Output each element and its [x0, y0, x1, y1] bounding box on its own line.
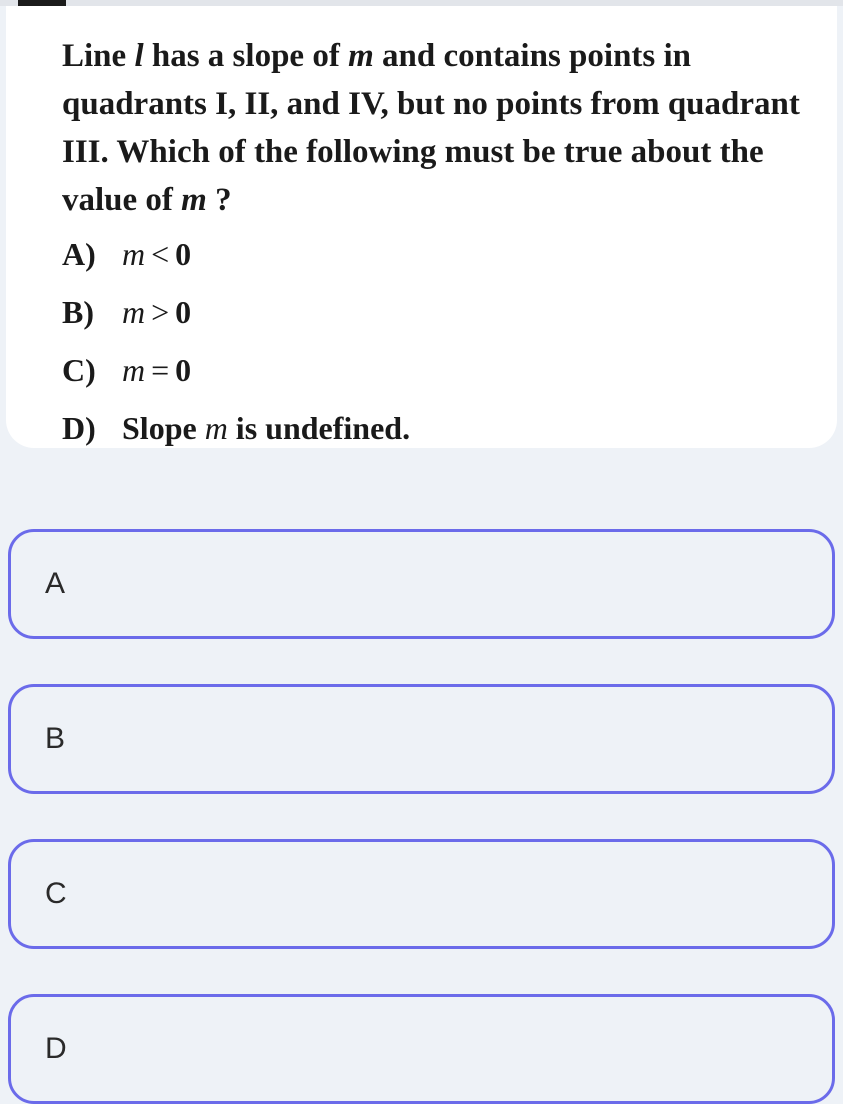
choice-c [62, 352, 817, 410]
choice-text [122, 294, 191, 331]
stem-text: and contains points in quadrants I, II, and IV, but no points from quadrant III. Which of the following must be true about the value of [62, 38, 800, 218]
choice-letter: C) [62, 352, 96, 388]
choice-list [62, 236, 817, 468]
question-card [6, 6, 837, 448]
choice-value: 0 [175, 352, 192, 388]
choice-text-post: is undefined. [227, 410, 411, 446]
choice-var: m [122, 294, 146, 330]
choice-var: m [122, 352, 146, 388]
answer-option-label: D [45, 1032, 67, 1065]
answer-option-c[interactable] [8, 839, 835, 949]
choice-letter: B) [62, 294, 94, 330]
answer-option-b[interactable] [8, 684, 835, 794]
choice-var: m [122, 236, 146, 272]
choice-value: 0 [175, 236, 192, 272]
choice-operator: > [151, 294, 170, 330]
choice-text [122, 236, 191, 273]
stem-var-m: m [181, 182, 207, 218]
stem-var-m: m [348, 38, 374, 74]
stem-text: has a slope of [143, 38, 349, 74]
choice-text [122, 410, 410, 447]
answer-option-label: C [45, 877, 67, 910]
choice-operator: = [151, 352, 170, 388]
choice-letter: A) [62, 236, 96, 272]
stem-text: Line [62, 38, 135, 74]
choice-d [62, 410, 817, 468]
question-stem [62, 32, 817, 224]
choice-text-pre: Slope [122, 410, 205, 446]
answer-option-a[interactable] [8, 529, 835, 639]
answer-option-label: B [45, 722, 66, 755]
choice-value: 0 [175, 294, 192, 330]
choice-var: m [204, 410, 228, 446]
choice-letter: D) [62, 410, 96, 446]
choice-text [122, 352, 191, 389]
stem-var-l: l [134, 38, 144, 74]
stem-text: ? [206, 182, 232, 218]
choice-operator: < [151, 236, 170, 272]
choice-b [62, 294, 817, 352]
answer-option-label: A [45, 567, 66, 600]
choice-a [62, 236, 817, 294]
answer-option-d[interactable] [8, 994, 835, 1104]
